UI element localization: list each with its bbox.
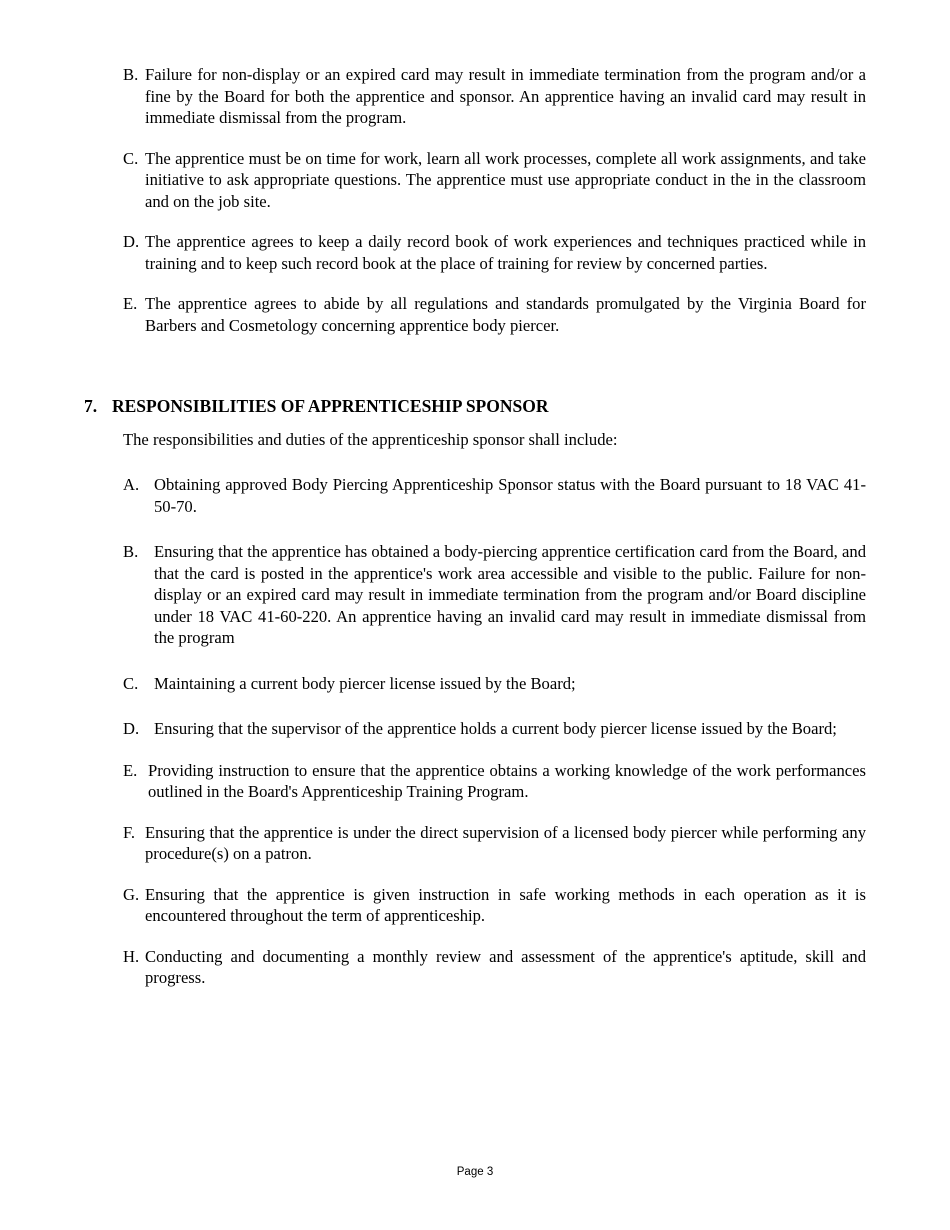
list-item-text: Providing instruction to ensure that the apprentice obtains a working knowledge of the work performances outlined in the Board's Apprenticeship Training Program. xyxy=(148,760,866,801)
list-item-text: The apprentice agrees to keep a daily record book of work experiences and techniques practiced while in training and to keep such record book at the place of training for review by concerned parties. xyxy=(145,232,866,273)
section-intro: The responsibilities and duties of the apprenticeship sponsor shall include: xyxy=(123,430,618,449)
list-item-label: B. xyxy=(123,542,139,561)
section-number: 7. xyxy=(84,396,98,416)
list-item-text: Failure for non-display or an expired card may result in immediate termination from the program and/or a fine by the Board for both the apprentice and sponsor. An apprentice having an invalid card may result in immediate dismissal from the program. xyxy=(145,65,866,127)
list-item-label: D. xyxy=(123,232,140,251)
apprentice-responsibilities-list xyxy=(123,64,866,355)
list-item-text: Maintaining a current body piercer license issued by the Board; xyxy=(154,673,576,693)
list-item-text: Conducting and documenting a monthly review and assessment of the apprentice's aptitude, skill and progress. xyxy=(145,946,866,987)
section-heading xyxy=(84,395,548,417)
list-item-label: E. xyxy=(123,760,138,780)
list-item-text: Ensuring that the apprentice is given instruction in safe working methods in each operation as it is encountered throughout the term of apprenticeship. xyxy=(145,884,866,925)
list-item xyxy=(123,64,866,129)
page-number: Page 3 xyxy=(456,1166,494,1178)
list-item xyxy=(123,946,866,989)
list-item-label: H. xyxy=(123,946,140,966)
list-item xyxy=(123,673,866,695)
list-item xyxy=(123,148,866,213)
list-item-label: C. xyxy=(123,673,139,693)
list-item xyxy=(123,718,866,740)
list-item-text: Ensuring that the apprentice is under the direct supervision of a licensed body piercer while performing any procedure(s) on a patron. xyxy=(145,822,866,863)
sponsor-responsibilities-list xyxy=(123,474,866,1013)
list-item xyxy=(123,541,866,649)
list-item xyxy=(123,760,866,803)
list-item xyxy=(123,293,866,336)
list-item xyxy=(123,884,866,927)
list-item-label: C. xyxy=(123,148,139,168)
list-item-label: D. xyxy=(123,719,140,738)
list-item-label: B. xyxy=(123,65,139,84)
list-item-text: The apprentice must be on time for work, learn all work processes, complete all work assignments, and take initiative to ask appropriate questions. The apprentice must use appropriate conduct in the in the classroom and on the job site. xyxy=(145,148,866,211)
list-item-text: Ensuring that the supervisor of the apprentice holds a current body piercer license issued by the Board; xyxy=(154,719,837,738)
list-item xyxy=(123,822,866,865)
list-item xyxy=(123,474,866,517)
section-title: RESPONSIBILITIES OF APPRENTICESHIP SPONSOR xyxy=(112,396,549,416)
list-item-text: Obtaining approved Body Piercing Apprenticeship Sponsor status with the Board pursuant to 18 VAC 41-50-70. xyxy=(154,475,866,516)
list-item-text: The apprentice agrees to abide by all regulations and standards promulgated by the Virginia Board for Barbers and Cosmetology concerning apprentice body piercer. xyxy=(145,294,866,335)
list-item xyxy=(123,231,866,274)
list-item-text: Ensuring that the apprentice has obtained a body-piercing apprentice certification card from the Board, and that the card is posted in the apprentice's work area accessible and visible to the public. Failure for non-display or an expired card may result in immediate termination from the program and/or Board discipline under 18 VAC 41-60-220. An apprentice having an invalid card may result in immediate dismissal from the program xyxy=(154,542,866,647)
list-item-label: E. xyxy=(123,294,138,313)
list-item-label: A. xyxy=(123,475,140,494)
list-item-label: G. xyxy=(123,884,140,904)
list-item-label: F. xyxy=(123,822,136,842)
